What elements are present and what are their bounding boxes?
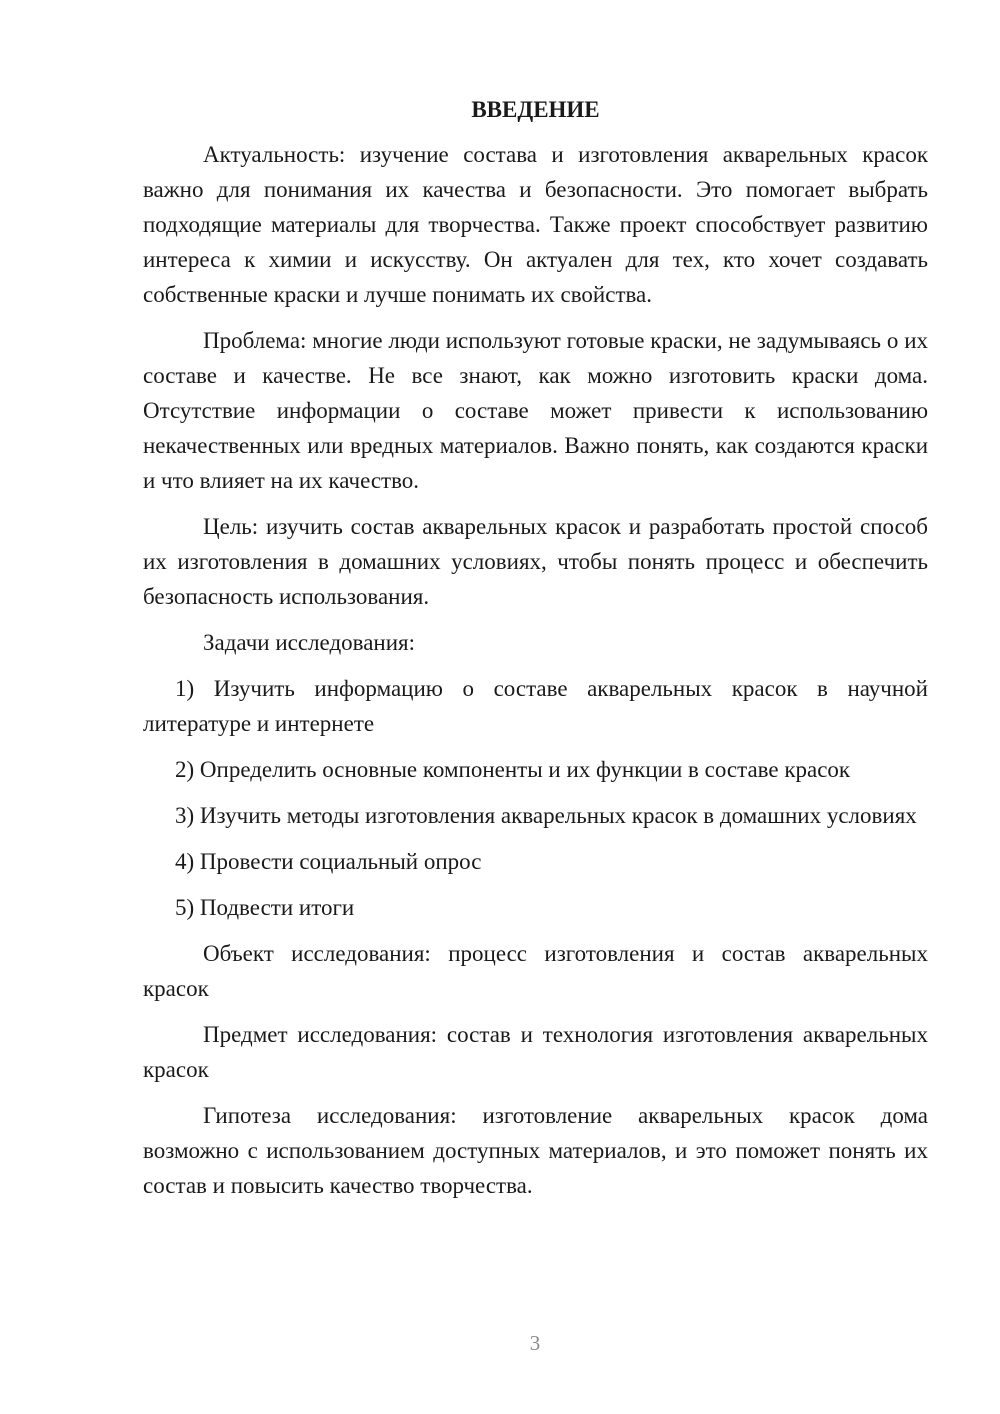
problem-paragraph: Проблема: многие люди используют готовые краски, не задумываясь о их составе и качестве. Не все знают, как можно изготовить краски дома. Отсутствие информации о составе может привести к использованию некачественных или вредных материалов. Важно понять, как создаются краски и что влияет на их качество.: [143, 328, 928, 493]
task-item-5: 5) Подвести итоги: [175, 895, 355, 920]
page-number: 3: [529, 1331, 541, 1355]
tasks-heading: Задачи исследования:: [203, 630, 416, 655]
research-object-paragraph: Объект исследования: процесс изготовления и состав акварельных красок: [143, 941, 928, 1001]
task-item-2: 2) Определить основные компоненты и их функции в составе красок: [175, 757, 851, 782]
goal-paragraph: Цель: изучить состав акварельных красок и разработать простой способ их изготовления в домашних условиях, чтобы понять процесс и обеспечить безопасность использования.: [143, 514, 928, 609]
relevance-paragraph: Актуальность: изучение состава и изготовления акварельных красок важно для понимания их качества и безопасности. Это помогает выбрать подходящие материалы для творчества. Также проект способствует развитию интереса к химии и искусству. Он актуален для тех, кто хочет создавать собственные краски и лучше понимать их свойства.: [143, 142, 928, 307]
hypothesis-paragraph: Гипотеза исследования: изготовление акварельных красок дома возможно с использованием доступных материалов, и это поможет понять их состав и повысить качество творчества.: [143, 1103, 928, 1198]
task-item-1: 1) Изучить информацию о составе акварельных красок в научной литературе и интернете: [143, 676, 928, 736]
section-title: ВВЕДЕНИЕ: [471, 97, 600, 122]
document-page: [143, 92, 928, 1203]
task-item-4: 4) Провести социальный опрос: [175, 849, 482, 874]
research-subject-paragraph: Предмет исследования: состав и технология изготовления акварельных красок: [143, 1022, 928, 1082]
task-item-3: 3) Изучить методы изготовления акварельных красок в домашних условиях: [175, 803, 917, 828]
